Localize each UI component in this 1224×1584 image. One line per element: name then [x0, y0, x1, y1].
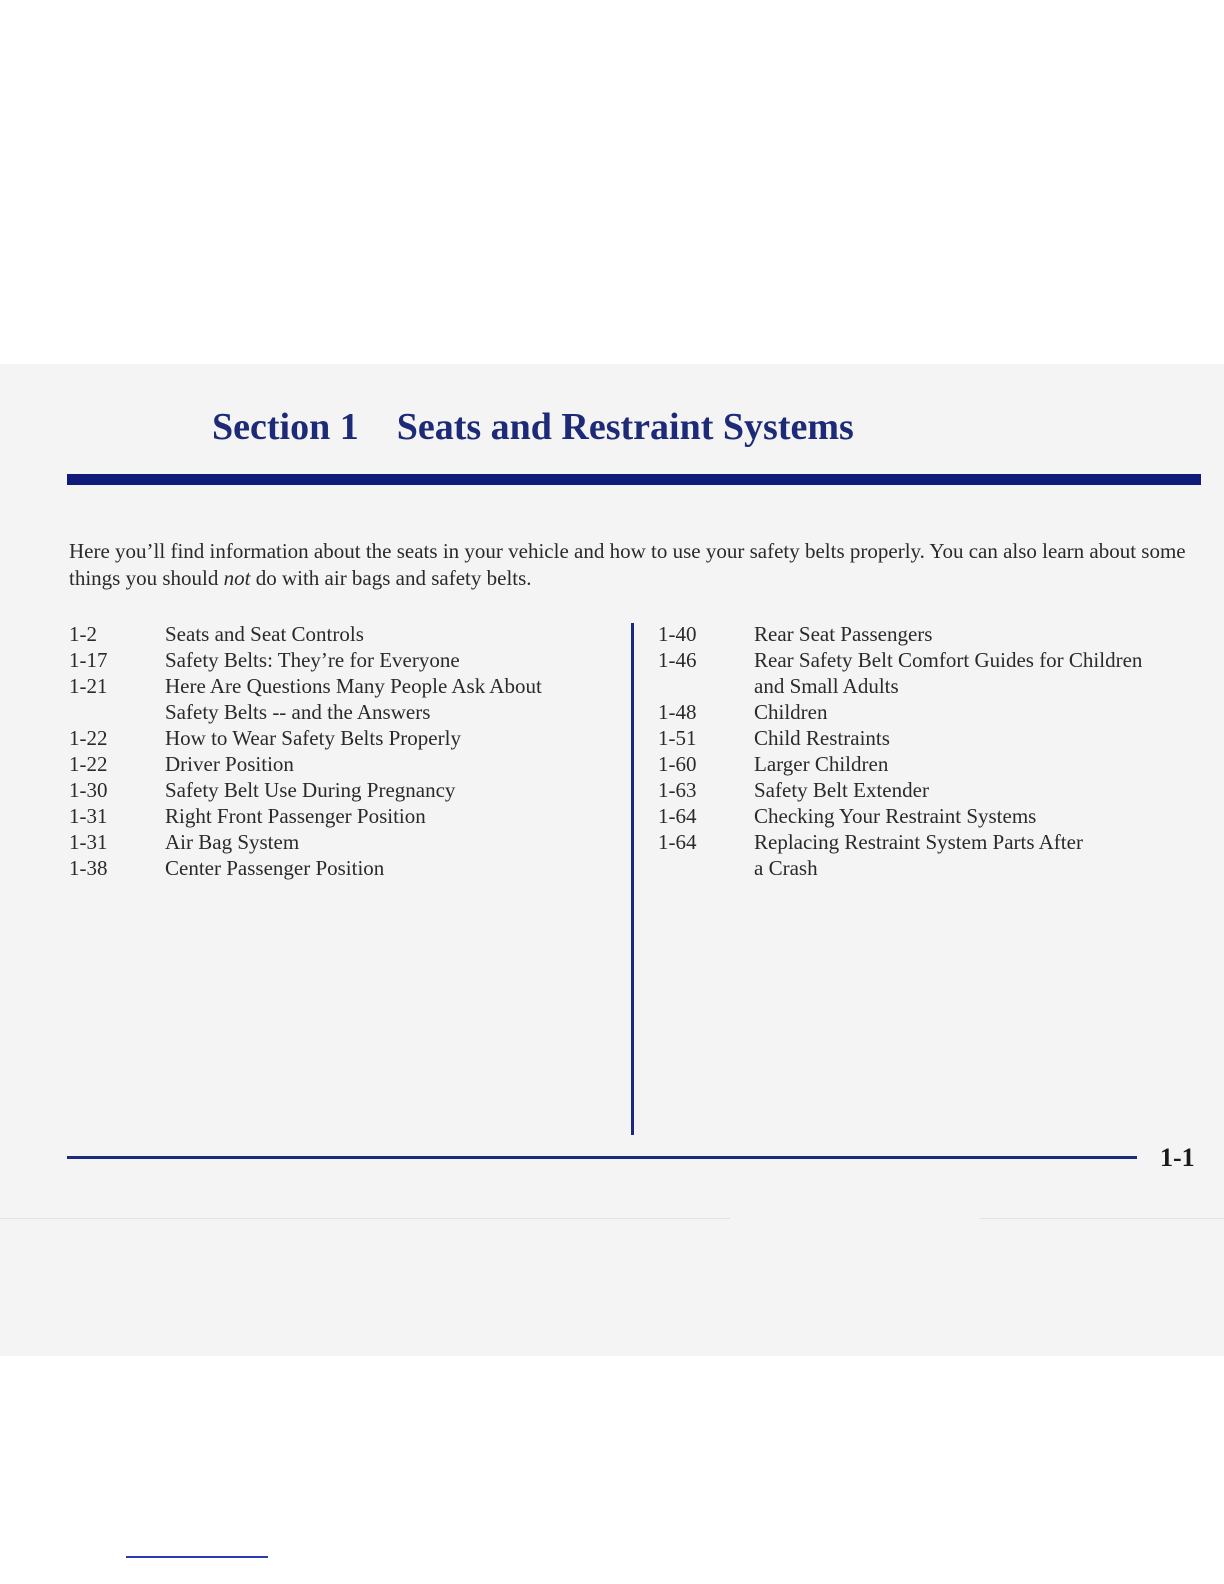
toc-page-number: 1-60 — [658, 752, 697, 776]
toc-entry-title: Rear Seat Passengers — [754, 622, 933, 646]
toc-entry[interactable] — [69, 621, 619, 647]
footer-rule — [67, 1156, 1137, 1159]
section-title-bar — [67, 474, 1201, 485]
toc-entry[interactable] — [658, 647, 1218, 673]
toc-entry[interactable] — [69, 803, 619, 829]
scan-artifact-line — [0, 1218, 730, 1219]
intro-text-after: do with air bags and safety belts. — [250, 566, 532, 590]
toc-page-number: 1-64 — [658, 804, 697, 828]
toc-entry-continuation[interactable] — [69, 699, 619, 725]
toc-entry[interactable] — [658, 751, 1218, 777]
toc-entry[interactable] — [69, 855, 619, 881]
toc-right-column — [658, 621, 1218, 881]
toc-entry[interactable] — [658, 829, 1218, 855]
toc-entry[interactable] — [69, 647, 619, 673]
section-title: Seats and Restraint Systems — [396, 406, 854, 448]
toc-left-column — [69, 621, 619, 881]
toc-page-number: 1-51 — [658, 726, 697, 750]
toc-entry-title: Safety Belt Extender — [754, 778, 929, 802]
toc-entry-title: and Small Adults — [754, 674, 899, 698]
toc-entry[interactable] — [658, 777, 1218, 803]
toc-entry-continuation[interactable] — [658, 673, 1218, 699]
toc-entry[interactable] — [69, 777, 619, 803]
toc-page-number: 1-31 — [69, 804, 108, 828]
toc-entry-title: Children — [754, 700, 828, 724]
toc-entry-title: Air Bag System — [165, 830, 300, 854]
intro-text-before: Here you’ll find information about the seats in your vehicle and how to use your safety belts properly. You can also learn about some things you should — [69, 539, 1186, 590]
toc-page-number: 1-17 — [69, 648, 108, 672]
link-underline[interactable] — [126, 1556, 268, 1558]
toc-entry-title: Rear Safety Belt Comfort Guides for Children — [754, 648, 1143, 672]
toc-entry-continuation[interactable] — [658, 855, 1218, 881]
toc-page-number: 1-63 — [658, 778, 697, 802]
toc-page-number: 1-30 — [69, 778, 108, 802]
toc-entry-title: Center Passenger Position — [165, 856, 385, 880]
toc-entry[interactable] — [69, 673, 619, 699]
toc-entry[interactable] — [69, 829, 619, 855]
toc-entry-title: Safety Belts: They’re for Everyone — [165, 648, 460, 672]
toc-page-number: 1-22 — [69, 752, 108, 776]
toc-entry[interactable] — [69, 751, 619, 777]
toc-entry-title: Here Are Questions Many People Ask About — [165, 674, 542, 698]
section-number: Section 1 — [212, 406, 359, 448]
toc-entry-title: Larger Children — [754, 752, 889, 776]
intro-emphasis: not — [223, 566, 251, 590]
toc-entry-title: Safety Belt Use During Pregnancy — [165, 778, 456, 802]
toc-page-number: 1-21 — [69, 674, 108, 698]
column-divider — [631, 623, 634, 1135]
toc-entry-title: Right Front Passenger Position — [165, 804, 426, 828]
scan-artifact-line — [980, 1218, 1224, 1219]
toc-entry[interactable] — [658, 699, 1218, 725]
toc-entry-title: Safety Belts -- and the Answers — [165, 700, 431, 724]
toc-page-number: 1-64 — [658, 830, 697, 854]
toc-entry-title: Replacing Restraint System Parts After — [754, 830, 1083, 854]
toc-page-number: 1-40 — [658, 622, 697, 646]
section-heading — [212, 402, 854, 452]
toc-page-number: 1-48 — [658, 700, 697, 724]
toc-page-number: 1-46 — [658, 648, 697, 672]
toc-entry-title: Driver Position — [165, 752, 294, 776]
toc-entry-title: How to Wear Safety Belts Properly — [165, 726, 461, 750]
toc-entry[interactable] — [69, 725, 619, 751]
toc-entry-title: Child Restraints — [754, 726, 890, 750]
toc-entry[interactable] — [658, 621, 1218, 647]
toc-entry-title: Checking Your Restraint Systems — [754, 804, 1037, 828]
toc-page-number: 1-38 — [69, 856, 108, 880]
intro-paragraph — [69, 538, 1189, 592]
toc-entry[interactable] — [658, 725, 1218, 751]
toc-entry-title: a Crash — [754, 856, 818, 880]
toc-entry[interactable] — [658, 803, 1218, 829]
toc-page-number: 1-22 — [69, 726, 108, 750]
page-number: 1-1 — [1160, 1143, 1195, 1172]
toc-entry-title: Seats and Seat Controls — [165, 622, 364, 646]
toc-page-number: 1-2 — [69, 622, 97, 646]
toc-page-number: 1-31 — [69, 830, 108, 854]
